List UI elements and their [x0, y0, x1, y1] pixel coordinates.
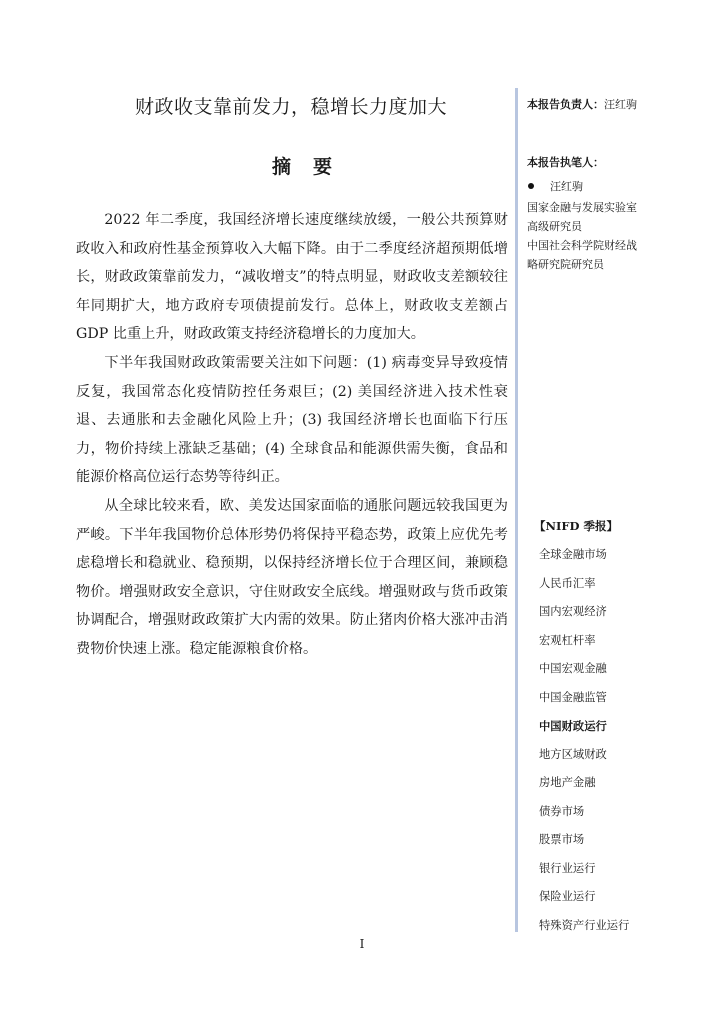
responsible-label: 本报告负责人： [527, 98, 604, 111]
authors-label: 本报告执笔人： [527, 156, 604, 169]
affiliation-line: 中国社会科学院财经战 [527, 239, 637, 252]
responsible-person [527, 96, 717, 114]
report-item-banking[interactable]: 银行业运行 [539, 861, 596, 875]
abstract-body [76, 206, 508, 664]
report-item-special-assets[interactable]: 特殊资产行业运行 [539, 918, 630, 932]
report-item-global-financial-markets[interactable]: 全球金融市场 [539, 548, 607, 561]
abstract-paragraph: 从全球比较来看，欧、美发达国家面临的通胀问题远较我国更为严峻。下半年我国物价总体形势仍将保持平稳态势，政策上应优先考虑稳增长和稳就业、稳预期，以保持经济增长位于合理区间，兼顾稳物价。增强财政安全意识，守住财政安全底线。增强财政与货币政策协调配合，增强财政政策扩大内需的效果。防止猪肉价格大涨冲击消费物价快速上涨。稳定能源粮食价格。 [76, 497, 508, 657]
report-item-china-macro-finance[interactable]: 中国宏观金融 [539, 662, 607, 675]
report-item-china-financial-regulation[interactable]: 中国金融监管 [539, 690, 607, 704]
report-series-list [539, 545, 629, 944]
report-item-bond-market[interactable]: 债券市场 [539, 804, 585, 818]
report-item-local-regional-finance[interactable]: 地方区域财政 [539, 747, 607, 761]
abstract-paragraph: 下半年我国财政政策需要关注如下问题：(1) 病毒变异导致疫情反复，我国常态化疫情防控任务艰巨；(2) 美国经济进入技术性衰退、去通胀和去金融化风险上升；(3) 我国经济增长也面临下行压力，物价持续上涨缺乏基础；(4) 全球食品和能源供需失衡，食品和能源价格高位运行态势等待纠正。 [76, 354, 508, 486]
abstract-paragraph: 2022 年二季度，我国经济增长速度继续放缓，一般公共预算财政收入和政府性基金预算收入大幅下降。由于二季度经济超预期低增长，财政政策靠前发力，“减收增支”的特点明显，财政收支差额较往年同期扩大，地方政府专项债提前发行。总体上，财政收支差额占 GDP 比重上升，财政政策支持经济稳增长的力度加大。 [76, 212, 508, 343]
page-number: I [359, 937, 365, 951]
bullet-icon [528, 183, 534, 189]
report-item-china-fiscal-operation[interactable]: 中国财政运行 [539, 719, 607, 733]
sidebar [527, 96, 717, 274]
author-row [527, 178, 717, 194]
report-item-stock-market[interactable]: 股票市场 [539, 833, 585, 846]
affiliation-line: 高级研究员 [527, 220, 582, 233]
affiliation-line: 略研究院研究员 [527, 258, 604, 271]
report-item-domestic-macro[interactable]: 国内宏观经济 [539, 605, 607, 618]
sidebar-divider [515, 88, 518, 932]
report-item-rmb-exchange-rate[interactable]: 人民币汇率 [539, 576, 596, 590]
report-item-insurance[interactable]: 保险业运行 [539, 890, 596, 903]
abstract-heading: 摘要 [271, 156, 354, 178]
report-item-real-estate-finance[interactable]: 房地产金融 [539, 776, 596, 789]
report-title: 财政收支靠前发力，稳增长力度加大 [134, 96, 447, 118]
report-item-macro-leverage[interactable]: 宏观杠杆率 [539, 633, 596, 647]
affiliation-line: 国家金融与发展实验室 [527, 201, 637, 214]
responsible-name: 汪红驹 [604, 98, 637, 111]
author-affiliations [527, 198, 717, 274]
author-name: 汪红驹 [550, 180, 583, 193]
series-label: 【NIFD 季报】 [534, 519, 619, 533]
